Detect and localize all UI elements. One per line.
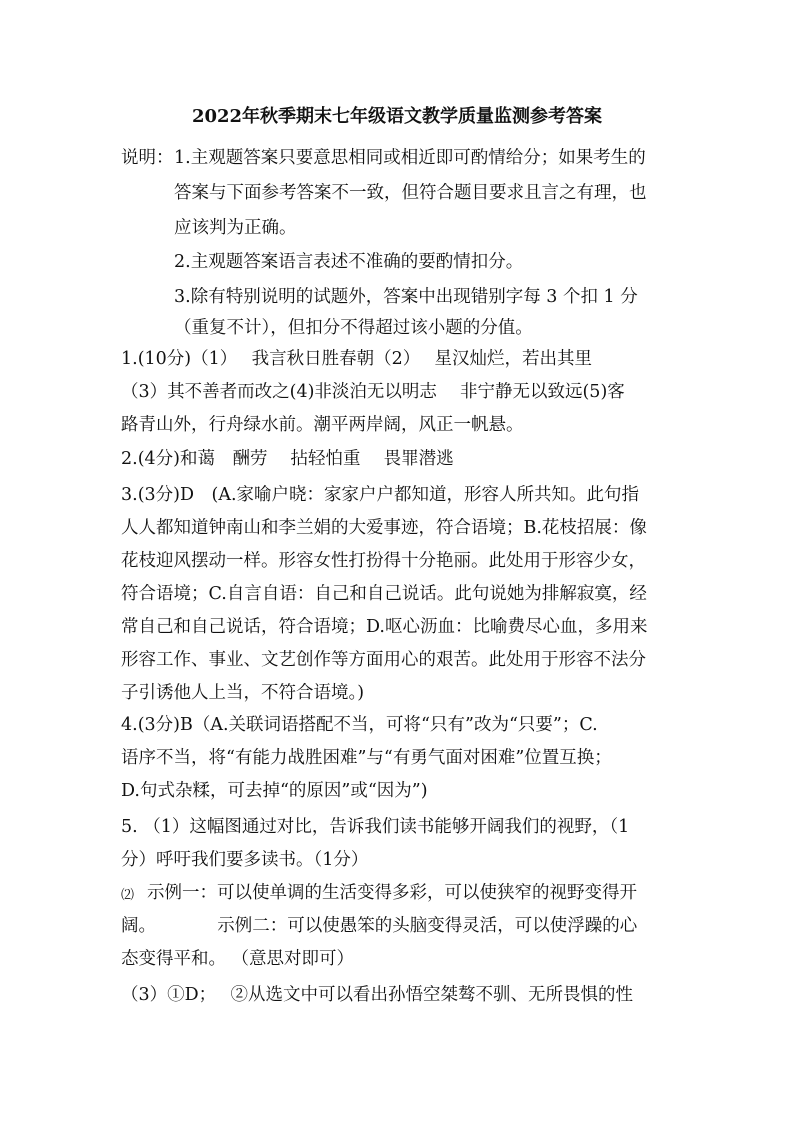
q5-1-line-1: 5. （1）这幅图通过对比，告诉我们读书能够开阔我们的视野，（1 [121,817,630,837]
q3-line-6: 形容工作、事业、文艺创作等方面用心的艰苦。此处用于形容不法分 [121,650,646,670]
q3-line-3: 花枝迎风摆动一样。形容女性打扮得十分艳丽。此处用于形容少女， [121,551,646,571]
q1-line-2: （3）其不善者而改之(4)非淡泊无以明志 非宁静无以致远(5)客 [121,382,625,402]
q5-2-line-1: 示例一：可以使单调的生活变得多彩，可以使狭窄的视野变得开 [147,883,637,903]
notes-label: 说明： [121,148,174,168]
note-3-line-1: 3.除有特别说明的试题外，答案中出现错别字每 3 个扣 1 分 [174,287,638,307]
note-2: 2.主观题答案语言表述不准确的要酌情扣分。 [174,252,524,272]
q5-1-line-2: 分）呼吁我们要多读书。（1分） [121,850,369,870]
note-1-line-2: 答案与下面参考答案不一致，但符合题目要求且言之有理，也 [174,183,647,203]
q1-line-3: 路青山外，行舟绿水前。潮平两岸阔，风正一帆悬。 [121,415,524,435]
note-1-line-3: 应该判为正确。 [174,218,297,238]
q5-2-line-2: 阔。 示例二：可以使愚笨的头脑变得灵活，可以使浮躁的心 [121,916,638,936]
page-title: 2022年秋季期末七年级语文教学质量监测参考答案 [191,106,603,127]
q2-line: 2.(4分)和蔼 酬劳 拈轻怕重 畏罪潜逃 [121,449,454,469]
q4-line-2: 语序不当，将“有能力战胜困难”与“有勇气面对困难”位置互换； [121,748,612,768]
q4-line-3: D.句式杂糅，可去掉“的原因”或“因为”) [121,781,428,801]
note-3-line-2: （重复不计），但扣分不得超过该小题的分值。 [174,318,533,338]
q5-3-line-1: （3）①D； ②从选文中可以看出孙悟空桀骜不驯、无所畏惧的性 [121,985,633,1005]
q3-line-5: 常自己和自己说话，符合语境；D.呕心沥血：比喻费尽心血，多用来 [121,617,648,637]
q3-line-4: 符合语境；C.自言自语：自己和自己说话。此句说她为排解寂寞，经 [121,584,647,604]
q3-line-1: 3.(3分)D (A.家喻户晓：家家户户都知道，形容人所共知。此句指 [121,485,640,505]
q1-line-1: 1.(10分)（1） 我言秋日胜春朝（2） 星汉灿烂，若出其里 [121,349,593,369]
q3-line-2: 人人都知道钟南山和李兰娟的大爱事迹，符合语境；B.花枝招展：像 [121,518,647,538]
q4-line-1: 4.(3分)B（A.关联词语搭配不当，可将“只有”改为“只要”；C. [121,715,598,735]
q5-2-marker: ⑵ [121,888,135,903]
q5-2-line-3: 态变得平和。 （意思对即可） [121,949,355,969]
q3-line-7: 子引诱他人上当，不符合语境。) [121,683,365,703]
note-1-line-1: 1.主观题答案只要意思相同或相近即可酌情给分；如果考生的 [174,148,646,168]
